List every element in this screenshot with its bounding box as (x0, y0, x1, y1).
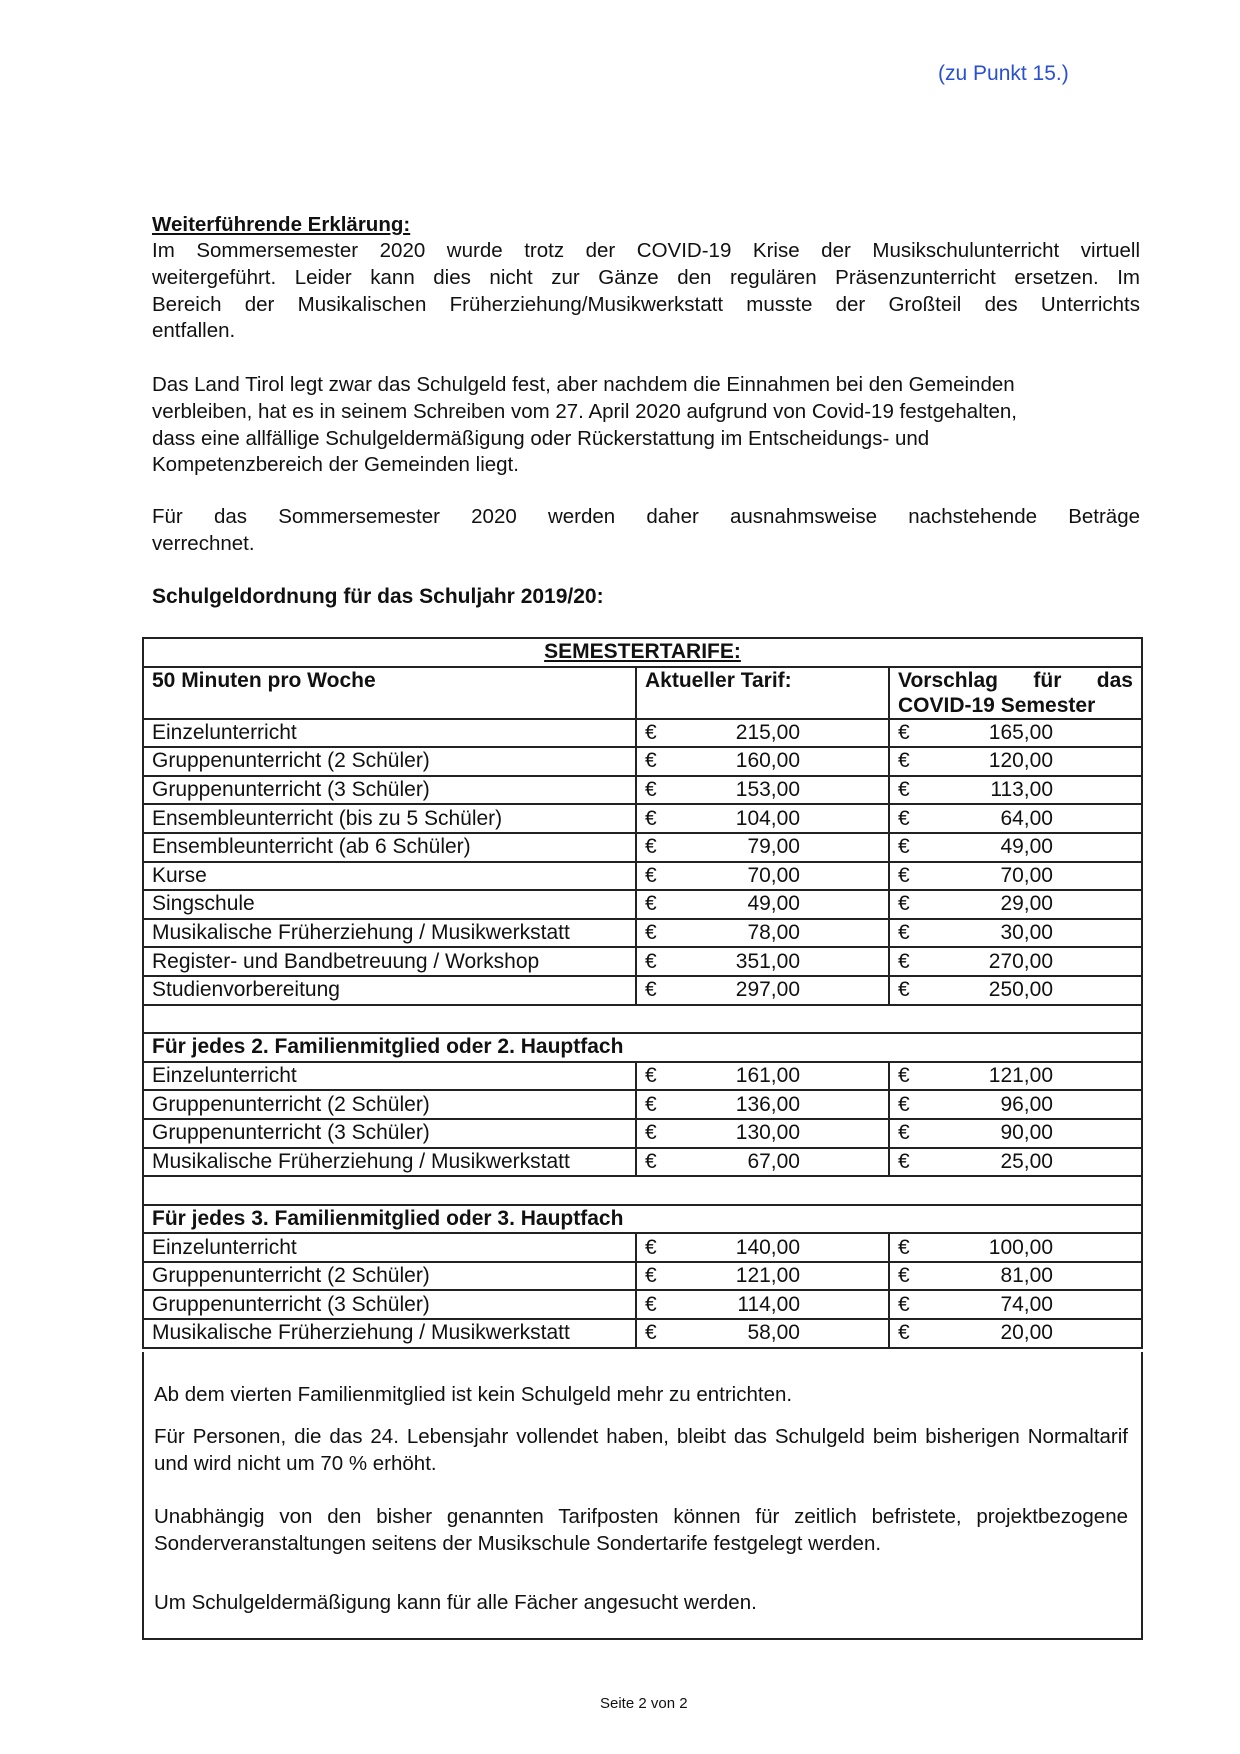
note-4: Um Schulgeldermäßigung kann für alle Fächer angesucht werden. (154, 1591, 757, 1614)
euro-sign: € (645, 892, 657, 916)
current-amount: 215,00 (735, 720, 800, 744)
current-amount: 351,00 (735, 949, 800, 973)
proposed-tariff (889, 719, 1142, 748)
current-amount: 104,00 (735, 806, 800, 830)
euro-sign: € (645, 1092, 657, 1116)
course-name: Gruppenunterricht (2 Schüler) (143, 747, 636, 776)
course-name: Singschule (143, 890, 636, 919)
current-amount: 161,00 (735, 1064, 800, 1088)
text-line: Im Sommersemester 2020 wurde trotz der COVID-19 Krise der Musikschulunterricht virtuell (152, 239, 1140, 262)
table-row (143, 747, 1142, 776)
table-row (143, 804, 1142, 833)
euro-sign: € (898, 1264, 910, 1288)
euro-sign: € (645, 1264, 657, 1288)
current-tariff (636, 1233, 889, 1262)
euro-sign: € (898, 863, 910, 887)
proposed-amount: 250,00 (988, 978, 1053, 1002)
current-amount: 136,00 (735, 1092, 800, 1116)
euro-sign: € (898, 1092, 910, 1116)
proposed-tariff (889, 862, 1142, 891)
section-title: Für jedes 3. Familienmitglied oder 3. Hauptfach (143, 1205, 1142, 1234)
table-row (143, 719, 1142, 748)
agenda-reference: (zu Punkt 15.) (938, 62, 1069, 85)
table-row (143, 862, 1142, 891)
text-line: weitergeführt. Leider kann dies nicht zur Gänze den regulären Präsenzunterricht ersetzen. Im (152, 265, 1140, 289)
text-line: entfallen. (152, 319, 236, 343)
proposed-amount: 121,00 (988, 1064, 1053, 1088)
current-amount: 114,00 (737, 1292, 800, 1316)
paragraph-2 (152, 372, 1140, 479)
proposed-tariff (889, 1262, 1142, 1291)
proposed-tariff (889, 1148, 1142, 1177)
proposal-header-line2: COVID-19 Semester (898, 693, 1096, 717)
proposed-amount: 90,00 (1000, 1121, 1053, 1145)
section-3-header (143, 1205, 1142, 1234)
euro-sign: € (645, 949, 657, 973)
note-3: Unabhängig von den bisher genannten Tarifposten können für zeitlich befristete, projektbezogene Sonderveranstaltungen seitens der Musikschule Sondertarife festgelegt werden. (154, 1505, 1128, 1555)
current-amount: 70,00 (747, 863, 800, 887)
table-row (143, 919, 1142, 948)
current-amount: 153,00 (735, 778, 800, 802)
text-line: Das Land Tirol legt zwar das Schulgeld fest, aber nachdem die Einnahmen bei den Gemeinden (152, 373, 1015, 396)
table-row (143, 1233, 1142, 1262)
table-row (143, 833, 1142, 862)
euro-sign: € (898, 949, 910, 973)
table-row (143, 1148, 1142, 1177)
header-word: für (1033, 668, 1062, 692)
euro-sign: € (898, 892, 910, 916)
paragraph-3 (152, 504, 1140, 558)
proposed-amount: 113,00 (990, 778, 1053, 802)
proposed-tariff (889, 947, 1142, 976)
euro-sign: € (898, 806, 910, 830)
proposed-amount: 25,00 (1000, 1149, 1053, 1173)
euro-sign: € (898, 921, 910, 945)
proposed-amount: 81,00 (1000, 1264, 1053, 1288)
proposed-tariff (889, 1119, 1142, 1148)
euro-sign: € (898, 749, 910, 773)
current-tariff (636, 1319, 889, 1348)
euro-sign: € (898, 1149, 910, 1173)
course-name: Gruppenunterricht (3 Schüler) (143, 1119, 636, 1148)
proposed-amount: 120,00 (988, 749, 1053, 773)
section-title: Für jedes 2. Familienmitglied oder 2. Hauptfach (143, 1033, 1142, 1062)
course-name: Musikalische Früherziehung / Musikwerkstatt (143, 919, 636, 948)
euro-sign: € (645, 1121, 657, 1145)
proposed-amount: 20,00 (1000, 1321, 1053, 1345)
paragraph-1 (152, 238, 1140, 345)
euro-sign: € (898, 1292, 910, 1316)
tariff-table (142, 637, 1143, 1349)
proposed-amount: 270,00 (988, 949, 1053, 973)
euro-sign: € (645, 749, 657, 773)
current-amount: 49,00 (747, 892, 800, 916)
course-name: Kurse (143, 862, 636, 891)
euro-sign: € (898, 978, 910, 1002)
text-line: Bereich der Musikalischen Früherziehung/Musikwerkstatt musste der Großteil des Unterrichts (152, 292, 1140, 316)
course-name: Einzelunterricht (143, 1233, 636, 1262)
current-tariff (636, 919, 889, 948)
note-1: Ab dem vierten Familienmitglied ist kein Schulgeld mehr zu entrichten. (154, 1383, 793, 1406)
proposed-tariff (889, 976, 1142, 1005)
proposed-amount: 96,00 (1000, 1092, 1053, 1116)
proposed-tariff (889, 747, 1142, 776)
current-tariff (636, 862, 889, 891)
current-tariff (636, 1148, 889, 1177)
proposal-header-line1 (898, 668, 1133, 693)
table-row (143, 1119, 1142, 1148)
proposed-tariff (889, 1290, 1142, 1319)
current-amount: 78,00 (747, 921, 800, 945)
proposed-amount: 74,00 (1000, 1292, 1053, 1316)
euro-sign: € (645, 1149, 657, 1173)
current-amount: 297,00 (735, 978, 800, 1002)
euro-sign: € (645, 720, 657, 744)
table-row (143, 776, 1142, 805)
text-line: verrechnet. (152, 531, 255, 555)
current-amount: 58,00 (747, 1321, 800, 1345)
proposed-tariff (889, 776, 1142, 805)
current-tariff (636, 719, 889, 748)
current-amount: 79,00 (747, 835, 800, 859)
course-name: Gruppenunterricht (2 Schüler) (143, 1262, 636, 1291)
proposed-tariff (889, 1319, 1142, 1348)
page-number: Seite 2 von 2 (600, 1695, 688, 1712)
euro-sign: € (645, 863, 657, 887)
current-tariff (636, 890, 889, 919)
text-line: Kompetenzbereich der Gemeinden liegt. (152, 453, 519, 477)
course-name: Einzelunterricht (143, 1062, 636, 1091)
header-word: Vorschlag (898, 668, 998, 692)
spacer-row (143, 1005, 1142, 1034)
current-tariff (636, 747, 889, 776)
current-tariff (636, 976, 889, 1005)
current-tariff (636, 1090, 889, 1119)
euro-sign: € (645, 921, 657, 945)
current-tariff (636, 1062, 889, 1091)
column-header-current: Aktueller Tarif: (636, 667, 889, 719)
course-name: Einzelunterricht (143, 719, 636, 748)
course-name: Register- und Bandbetreuung / Workshop (143, 947, 636, 976)
euro-sign: € (645, 978, 657, 1002)
text-line: Für das Sommersemester 2020 werden daher ausnahmsweise nachstehende Beträge (152, 505, 1140, 528)
header-word: das (1096, 668, 1133, 692)
course-name: Ensembleunterricht (ab 6 Schüler) (143, 833, 636, 862)
proposed-tariff (889, 890, 1142, 919)
euro-sign: € (645, 1235, 657, 1259)
current-tariff (636, 947, 889, 976)
proposed-tariff (889, 1062, 1142, 1091)
euro-sign: € (645, 835, 657, 859)
proposed-amount: 165,00 (988, 720, 1053, 744)
table-row (143, 947, 1142, 976)
course-name: Musikalische Früherziehung / Musikwerkstatt (143, 1319, 636, 1348)
column-header-proposal (889, 667, 1142, 719)
euro-sign: € (645, 778, 657, 802)
proposed-tariff (889, 1233, 1142, 1262)
euro-sign: € (645, 1321, 657, 1345)
notes-box (142, 1352, 1143, 1640)
table-title: SEMESTERTARIFE: (143, 638, 1142, 667)
note-2: Für Personen, die das 24. Lebensjahr vollendet haben, bleibt das Schulgeld beim bisherigen Normaltarif und wird nicht um 70 % erhöht. (154, 1425, 1128, 1475)
proposed-tariff (889, 833, 1142, 862)
euro-sign: € (898, 1321, 910, 1345)
current-tariff (636, 1262, 889, 1291)
text-line: verbleiben, hat es in seinem Schreiben vom 27. April 2020 aufgrund von Covid-19 festgehalten, (152, 399, 1017, 423)
spacer-cell (143, 1176, 1142, 1205)
proposed-amount: 49,00 (1000, 835, 1053, 859)
course-name: Gruppenunterricht (3 Schüler) (143, 776, 636, 805)
euro-sign: € (898, 1121, 910, 1145)
text-line: dass eine allfällige Schulgeldermäßigung oder Rückerstattung im Entscheidungs- und (152, 426, 930, 450)
proposed-amount: 64,00 (1000, 806, 1053, 830)
table-row (143, 1319, 1142, 1348)
table-header-row (143, 667, 1142, 719)
current-tariff (636, 804, 889, 833)
table-heading: Schulgeldordnung für das Schuljahr 2019/20: (152, 585, 604, 608)
table-row (143, 976, 1142, 1005)
section-2-header (143, 1033, 1142, 1062)
euro-sign: € (645, 806, 657, 830)
course-name: Ensembleunterricht (bis zu 5 Schüler) (143, 804, 636, 833)
course-name: Gruppenunterricht (2 Schüler) (143, 1090, 636, 1119)
euro-sign: € (645, 1292, 657, 1316)
table-row (143, 890, 1142, 919)
current-tariff (636, 1119, 889, 1148)
euro-sign: € (898, 1064, 910, 1088)
proposed-amount: 70,00 (1000, 863, 1053, 887)
current-tariff (636, 833, 889, 862)
current-amount: 67,00 (747, 1149, 800, 1173)
table-row (143, 1262, 1142, 1291)
current-amount: 121,00 (735, 1264, 800, 1288)
proposed-amount: 29,00 (1000, 892, 1053, 916)
proposed-amount: 30,00 (1000, 921, 1053, 945)
table-title-row (143, 638, 1142, 667)
current-amount: 140,00 (735, 1235, 800, 1259)
euro-sign: € (898, 720, 910, 744)
current-tariff (636, 776, 889, 805)
course-name: Studienvorbereitung (143, 976, 636, 1005)
course-name: Musikalische Früherziehung / Musikwerkstatt (143, 1148, 636, 1177)
current-tariff (636, 1290, 889, 1319)
table-row (143, 1090, 1142, 1119)
spacer-row (143, 1176, 1142, 1205)
euro-sign: € (898, 835, 910, 859)
euro-sign: € (898, 1235, 910, 1259)
proposed-tariff (889, 804, 1142, 833)
proposed-tariff (889, 919, 1142, 948)
proposed-tariff (889, 1090, 1142, 1119)
explanation-heading: Weiterführende Erklärung: (152, 213, 411, 236)
spacer-cell (143, 1005, 1142, 1034)
proposed-amount: 100,00 (988, 1235, 1053, 1259)
current-amount: 160,00 (735, 749, 800, 773)
table-row (143, 1290, 1142, 1319)
euro-sign: € (645, 1064, 657, 1088)
table-row (143, 1062, 1142, 1091)
euro-sign: € (898, 778, 910, 802)
current-amount: 130,00 (735, 1121, 800, 1145)
course-name: Gruppenunterricht (3 Schüler) (143, 1290, 636, 1319)
column-header-course: 50 Minuten pro Woche (143, 667, 636, 719)
